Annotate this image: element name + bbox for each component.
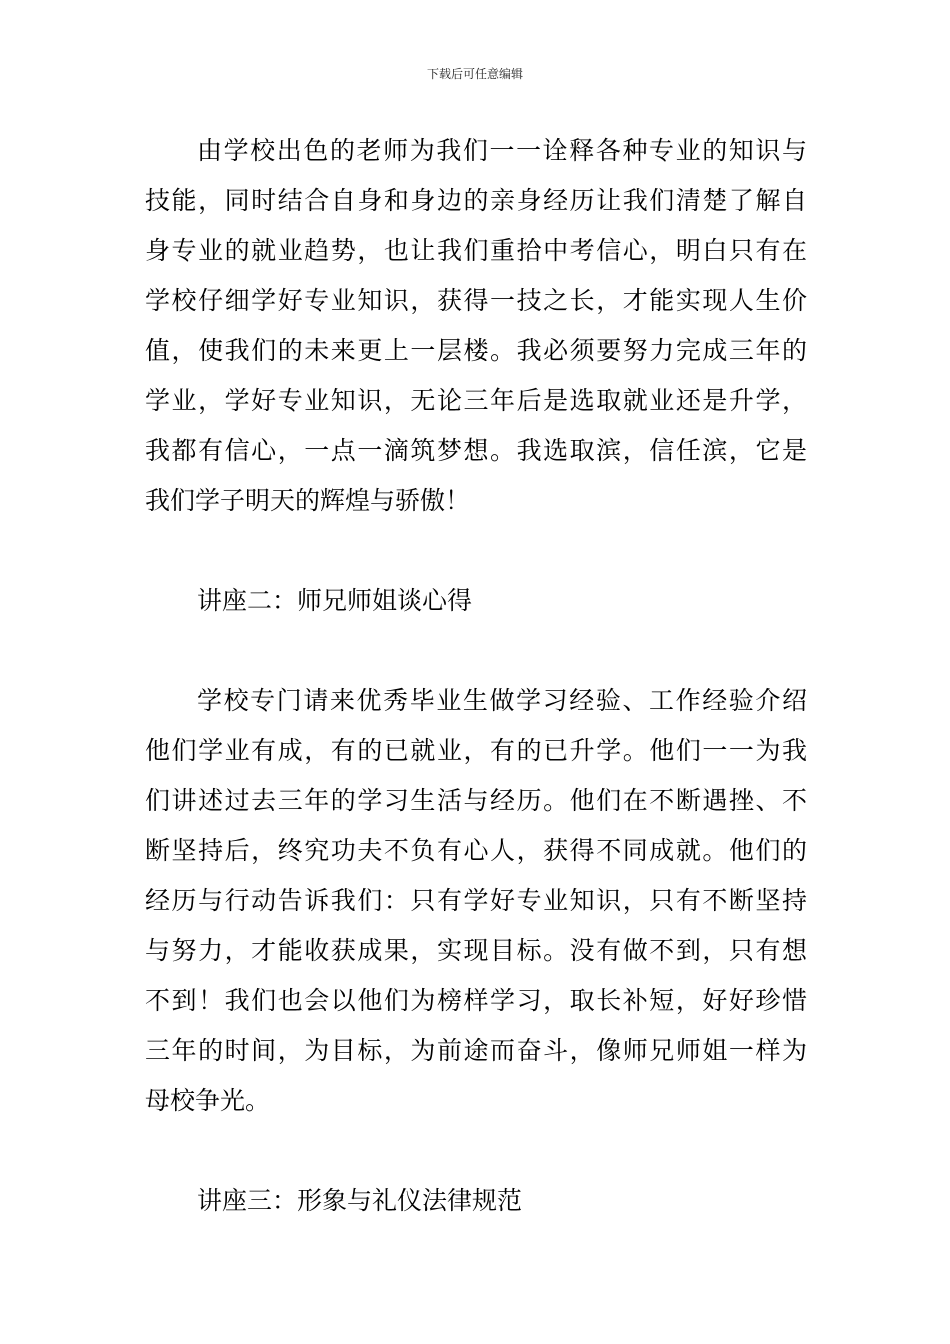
paragraph-line: 学校专门请来优秀毕业生做学习经验、工作经验介绍 <box>197 686 807 715</box>
paragraph-line: 我都有信心，一点一滴筑梦想。我选取滨，信任滨，它是 <box>145 436 807 465</box>
paragraph-line: 身专业的就业趋势，也让我们重拾中考信心，明白只有在 <box>145 236 807 265</box>
paragraph-line: 们讲述过去三年的学习生活与经历。他们在不断遇挫、不 <box>145 786 807 815</box>
document-body <box>145 126 807 1226</box>
paragraph-line: 不到！我们也会以他们为榜样学习，取长补短，好好珍惜 <box>145 986 807 1015</box>
paragraph-line: 经历与行动告诉我们：只有学好专业知识，只有不断坚持 <box>145 886 807 915</box>
paragraph-line: 技能，同时结合自身和身边的亲身经历让我们清楚了解自 <box>145 186 807 215</box>
paragraph-line: 我们学子明天的辉煌与骄傲！ <box>145 486 471 515</box>
paragraph-line: 断坚持后，终究功夫不负有心人，获得不同成就。他们的 <box>145 836 807 865</box>
blank-line <box>145 526 807 576</box>
paragraph-2 <box>145 676 807 1126</box>
paragraph-line: 由学校出色的老师为我们一一诠释各种专业的知识与 <box>197 136 807 165</box>
paragraph-line: 他们学业有成，有的已就业，有的已升学。他们一一为我 <box>145 736 807 765</box>
paragraph-line: 三年的时间，为目标，为前途而奋斗，像师兄师姐一样为 <box>145 1036 807 1065</box>
paragraph-1 <box>145 126 807 526</box>
paragraph-line: 学业，学好专业知识，无论三年后是选取就业还是升学， <box>145 386 807 415</box>
paragraph-line: 与努力，才能收获成果，实现目标。没有做不到，只有想 <box>145 936 807 965</box>
paragraph-line: 母校争光。 <box>145 1086 271 1115</box>
section-heading-lecture-2: 讲座二：师兄师姐谈心得 <box>197 586 473 615</box>
page-header-note: 下载后可任意编辑 <box>426 67 523 81</box>
section-heading-lecture-3: 讲座三：形象与礼仪法律规范 <box>197 1186 523 1215</box>
blank-line <box>145 626 807 676</box>
paragraph-line: 学校仔细学好专业知识，获得一技之长，才能实现人生价 <box>145 286 807 315</box>
blank-line <box>145 1126 807 1176</box>
paragraph-line: 值，使我们的未来更上一层楼。我必须要努力完成三年的 <box>145 336 807 365</box>
